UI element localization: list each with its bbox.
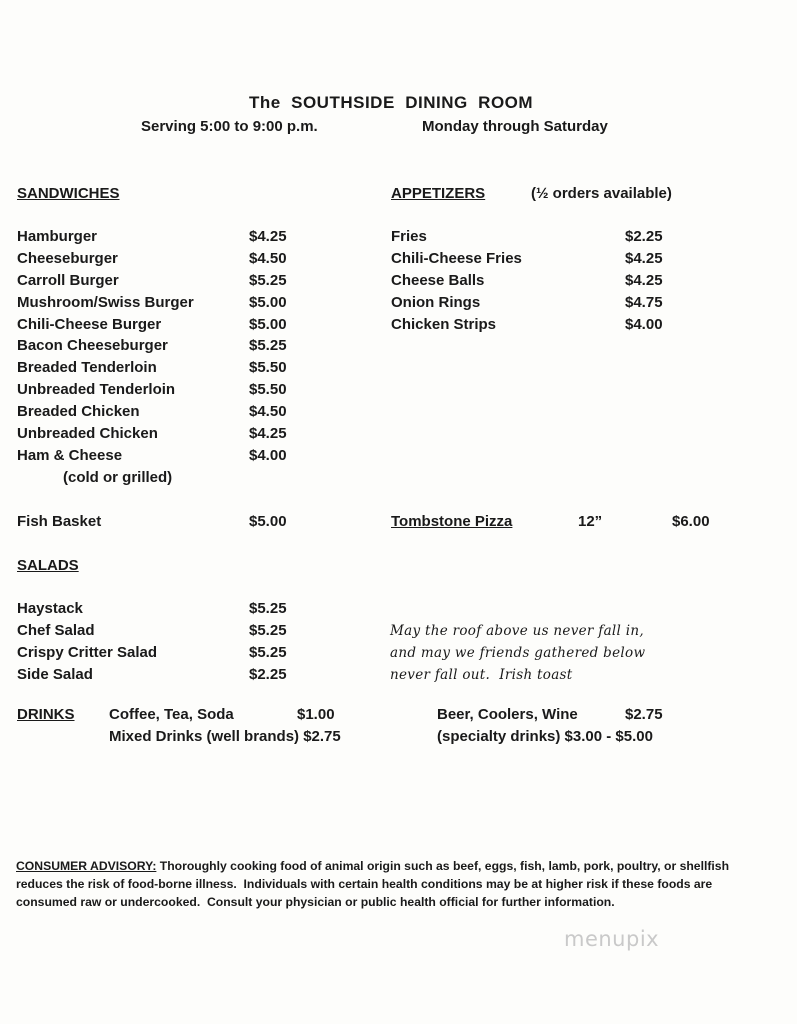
menupix-watermark: menupix xyxy=(564,927,660,951)
serving-hours: Serving 5:00 to 9:00 p.m. xyxy=(141,118,318,135)
list-item: Fries $2.25 xyxy=(391,228,663,245)
drinks-coffee: Coffee, Tea, Soda xyxy=(109,706,234,723)
appetizers-note: (½ orders available) xyxy=(531,185,672,202)
list-item: Chili-Cheese Fries $4.25 xyxy=(391,249,663,267)
list-item: Unbreaded Tenderloin $5.50 xyxy=(17,381,287,399)
list-item: Bacon Cheeseburger $5.25 xyxy=(17,337,287,355)
drinks-beer-price: $2.75 xyxy=(625,706,663,723)
list-item: Side Salad $2.25 xyxy=(17,665,287,683)
list-item: Mushroom/Swiss Burger $5.00 xyxy=(17,293,287,311)
drinks-coffee-price: $1.00 xyxy=(297,706,335,723)
toast-line-3: never fall out. Irish toast xyxy=(390,667,573,683)
pizza-price: $6.00 xyxy=(672,513,710,530)
appetizers-list xyxy=(391,226,663,335)
drinks-heading: DRINKS xyxy=(17,706,75,723)
list-item: Haystack $5.25 xyxy=(17,600,287,617)
page-title: The SOUTHSIDE DINING ROOM xyxy=(248,93,534,112)
list-item: Chili-Cheese Burger $5.00 xyxy=(17,315,287,333)
list-item: Ham & Cheese $4.00 xyxy=(17,446,287,464)
advisory-label: CONSUMER ADVISORY: xyxy=(16,859,157,873)
salads-heading: SALADS xyxy=(17,557,79,574)
list-item: Cheeseburger $4.50 xyxy=(17,249,287,267)
pizza-name: Tombstone Pizza xyxy=(391,513,513,530)
sandwiches-list xyxy=(17,226,287,489)
appetizers-heading: APPETIZERS xyxy=(391,185,486,202)
consumer-advisory xyxy=(16,857,766,911)
list-item: Onion Rings $4.75 xyxy=(391,293,663,311)
salads-list xyxy=(17,598,287,686)
list-item: Breaded Chicken $4.50 xyxy=(17,403,287,421)
sandwiches-heading: SANDWICHES xyxy=(17,185,120,202)
pizza-size: 12” xyxy=(578,513,603,530)
drinks-mixed: Mixed Drinks (well brands) $2.75 xyxy=(109,728,341,745)
fish-basket-price: $5.00 xyxy=(249,513,287,530)
drinks-specialty: (specialty drinks) $3.00 - $5.00 xyxy=(437,728,653,745)
fish-basket-name: Fish Basket xyxy=(17,513,102,530)
toast-line-1: May the roof above us never fall in, xyxy=(390,623,644,639)
serving-days: Monday through Saturday xyxy=(422,118,608,135)
drinks-beer: Beer, Coolers, Wine xyxy=(437,706,578,723)
list-item: Chef Salad $5.25 xyxy=(17,621,287,639)
ham-cheese-note: (cold or grilled) xyxy=(63,468,173,486)
list-item: Chicken Strips $4.00 xyxy=(391,315,663,333)
list-item: Cheese Balls $4.25 xyxy=(391,271,663,289)
list-item: Breaded Tenderloin $5.50 xyxy=(17,359,287,377)
list-item: Carroll Burger $5.25 xyxy=(17,271,287,289)
list-item: Unbreaded Chicken $4.25 xyxy=(17,425,287,443)
toast-line-2: and may we friends gathered below xyxy=(390,645,646,661)
list-item: Hamburger $4.25 xyxy=(17,228,287,245)
advisory-text: Thoroughly cooking food of animal origin such as beef, eggs, fish, lamb, pork, poultry, or shellfish reduces the risk of food-borne illness. Individuals with certain health conditions may be at higher risk if these foods are consumed raw or undercooked. Consult your physician or public health official for further information. xyxy=(16,859,733,909)
list-item: Crispy Critter Salad $5.25 xyxy=(17,643,287,661)
